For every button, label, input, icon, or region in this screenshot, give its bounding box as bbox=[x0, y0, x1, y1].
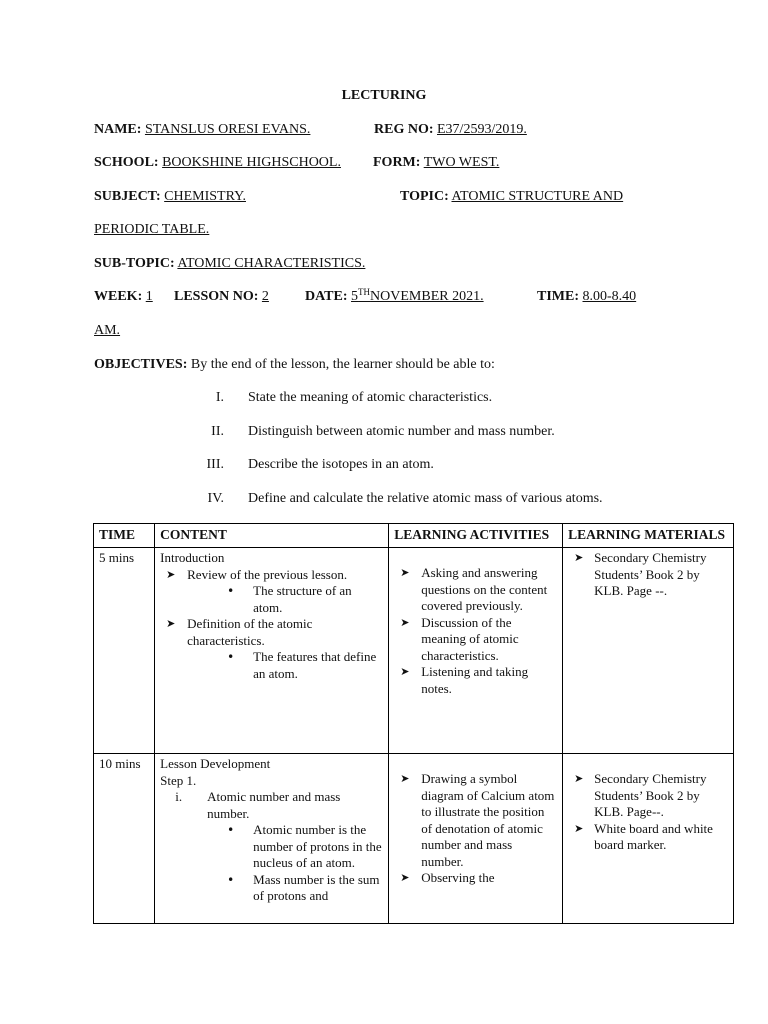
school-row bbox=[94, 155, 341, 171]
list-item: ➤ Definition of the atomic characteristics. bbox=[160, 616, 383, 649]
subject-row bbox=[94, 189, 246, 205]
list-item: ➤ Secondary Chemistry Students’ Book 2 by KLB. Page--. bbox=[568, 771, 728, 821]
list-item: • Mass number is the sum of protons and bbox=[160, 872, 383, 905]
document-title: LECTURING bbox=[341, 88, 427, 103]
week-row bbox=[94, 289, 153, 305]
row-time: 10 mins bbox=[94, 754, 155, 924]
row-content bbox=[155, 548, 389, 754]
header-time: TIME bbox=[94, 524, 155, 548]
lesson-row bbox=[174, 289, 269, 305]
list-item: • The structure of an atom. bbox=[160, 583, 383, 616]
reg-label: REG NO: bbox=[374, 122, 434, 137]
subject-label: SUBJECT: bbox=[94, 189, 161, 204]
list-item: ➤ Discussion of the meaning of atomic characteristics. bbox=[394, 615, 557, 665]
form-label: FORM: bbox=[373, 155, 421, 170]
date-value: 5THNOVEMBER 2021. bbox=[351, 287, 484, 304]
form-row bbox=[373, 155, 499, 171]
subtopic-label: SUB-TOPIC: bbox=[94, 256, 175, 271]
date-label: DATE: bbox=[305, 289, 348, 304]
list-item: ➤ Review of the previous lesson. bbox=[160, 567, 383, 584]
table-row bbox=[94, 548, 734, 754]
list-item: • Atomic number is the number of protons in the nucleus of an atom. bbox=[160, 822, 383, 872]
time-label: TIME: bbox=[537, 289, 579, 304]
list-item: ➤ Asking and answering questions on the content covered previously. bbox=[394, 565, 557, 615]
time-continuation: AM. bbox=[94, 323, 121, 338]
school-value: BOOKSHINE HIGHSCHOOL. bbox=[162, 155, 341, 170]
table-row bbox=[94, 754, 734, 924]
row-content bbox=[155, 754, 389, 924]
name-value: STANSLUS ORESI EVANS. bbox=[144, 122, 311, 137]
list-item: ➤ White board and white board marker. bbox=[568, 821, 728, 854]
content-heading: Introduction bbox=[160, 550, 225, 565]
content-step: Step 1. bbox=[160, 772, 197, 788]
list-item: ➤ Listening and taking notes. bbox=[394, 664, 557, 697]
time-value-line1: 8.00-8.40 bbox=[582, 289, 637, 304]
list-item: i. Atomic number and mass number. bbox=[175, 789, 341, 821]
week-value: 1 bbox=[145, 289, 153, 304]
reg-row bbox=[374, 122, 527, 138]
header-activities: LEARNING ACTIVITIES bbox=[389, 524, 563, 548]
reg-value: E37/2593/2019. bbox=[437, 122, 527, 137]
topic-row bbox=[400, 189, 623, 205]
row-activities bbox=[389, 548, 563, 754]
lesson-value: 2 bbox=[261, 289, 269, 304]
list-item: ➤ Secondary Chemistry Students’ Book 2 by KLB. Page --. bbox=[568, 550, 728, 600]
topic-value-line1: ATOMIC STRUCTURE AND bbox=[451, 189, 624, 204]
list-item: ➤ Drawing a symbol diagram of Calcium atom to illustrate the position of denotation of atomic number and mass number. bbox=[394, 771, 557, 870]
name-label: NAME: bbox=[94, 122, 142, 137]
lesson-plan-table bbox=[93, 523, 734, 924]
row-time: 5 mins bbox=[94, 548, 155, 754]
header-content: CONTENT bbox=[155, 524, 389, 548]
subject-value: CHEMISTRY. bbox=[164, 189, 246, 204]
row-materials bbox=[563, 754, 734, 924]
list-item: ➤ Observing the bbox=[394, 870, 557, 887]
form-value: TWO WEST. bbox=[423, 155, 500, 170]
date-row bbox=[305, 289, 484, 305]
topic-label: TOPIC: bbox=[400, 189, 449, 204]
lesson-label: LESSON NO: bbox=[174, 289, 259, 304]
objectives-intro bbox=[94, 357, 495, 373]
school-label: SCHOOL: bbox=[94, 155, 159, 170]
list-item: • The features that define an atom. bbox=[160, 649, 383, 682]
content-heading: Lesson Development bbox=[160, 756, 271, 771]
header-materials: LEARNING MATERIALS bbox=[563, 524, 734, 548]
row-activities bbox=[389, 754, 563, 924]
row-materials bbox=[563, 548, 734, 754]
subtopic-value: ATOMIC CHARACTERISTICS. bbox=[177, 256, 366, 271]
table-header-row bbox=[94, 524, 734, 548]
week-label: WEEK: bbox=[94, 289, 143, 304]
subtopic-row bbox=[94, 256, 365, 272]
objectives-label: OBJECTIVES: bbox=[94, 357, 188, 372]
topic-continuation: PERIODIC TABLE. bbox=[94, 222, 210, 237]
time-row bbox=[537, 289, 636, 305]
name-row bbox=[94, 122, 310, 138]
objectives-intro-text: By the end of the lesson, the learner should be able to: bbox=[190, 357, 495, 372]
